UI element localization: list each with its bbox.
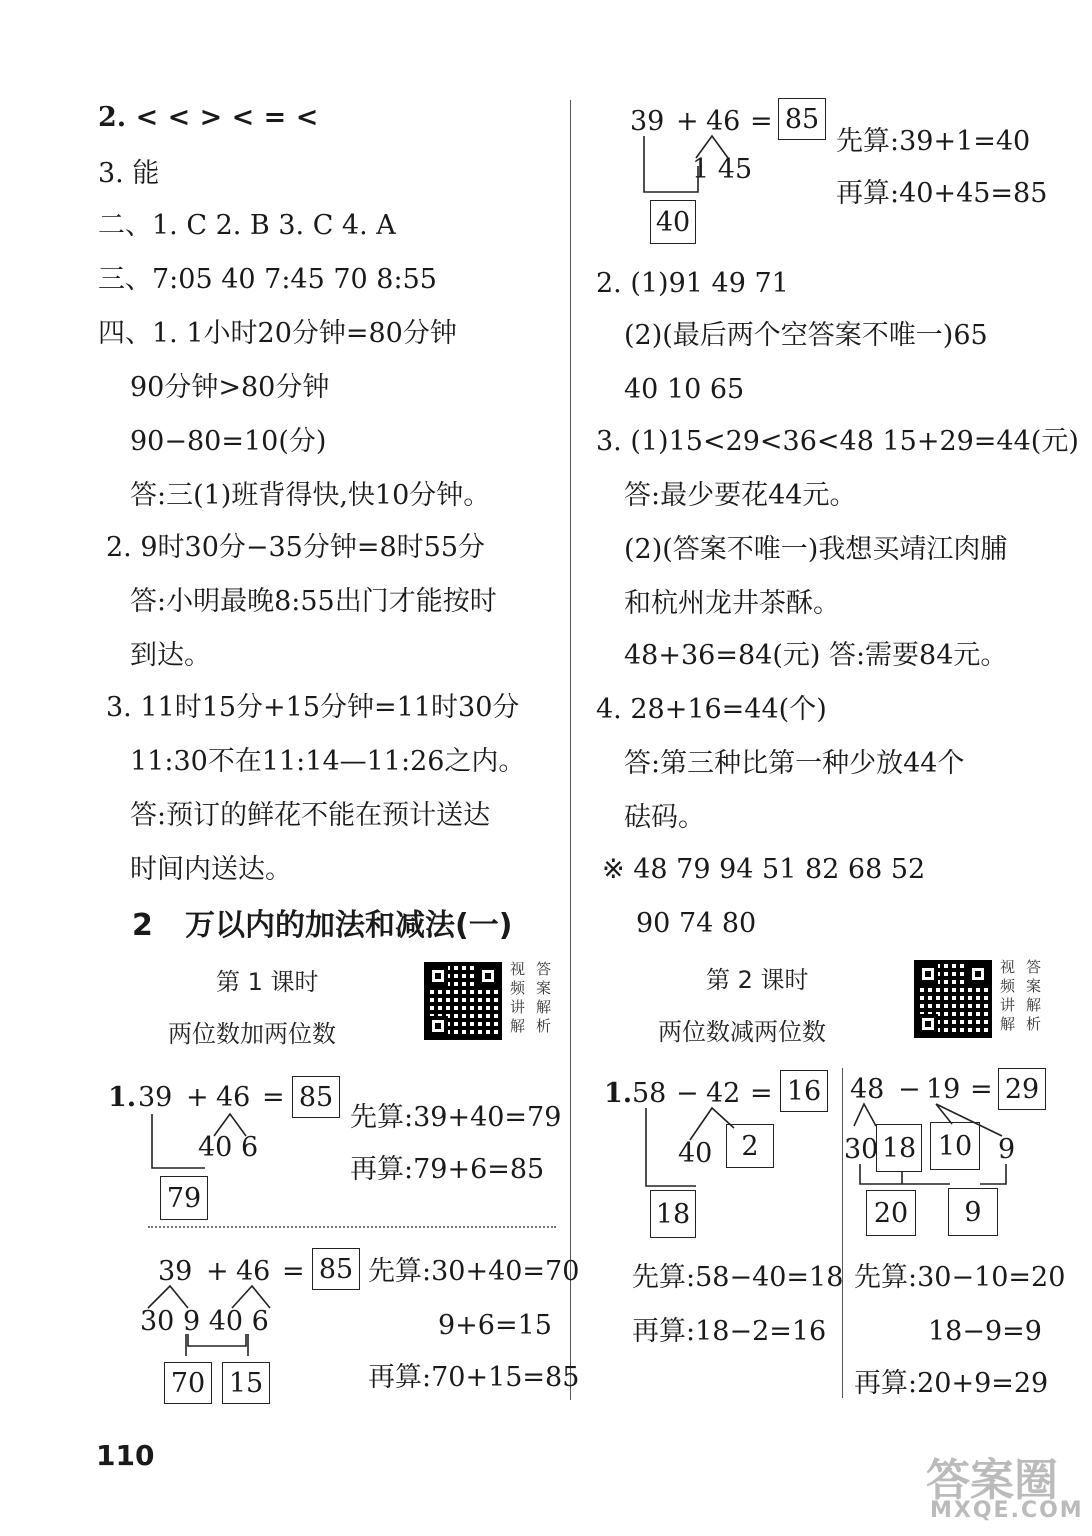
right-line-1: 2. (1)91 49 71	[596, 268, 789, 299]
p2-operand-b: 46	[236, 1256, 271, 1287]
p2-second-step: 再算:70+15=85	[368, 1362, 580, 1393]
p1-operand-a: 39	[138, 1082, 173, 1113]
s2-join-20	[860, 1164, 950, 1184]
p1-partial-box: 79	[160, 1176, 208, 1220]
p1-split: 40 6	[198, 1132, 259, 1163]
right-line-4: 3. (1)15<29<36<48 15+29=44(元)	[596, 426, 1079, 457]
p2-join-ones	[188, 1334, 246, 1346]
p2-split: 30 9 40 6	[140, 1306, 269, 1337]
lesson-1-label: 第 1 课时	[216, 968, 319, 996]
s1-operator: −	[676, 1078, 699, 1109]
p1-answer-box: 85	[292, 1076, 340, 1118]
p1-operand-b: 46	[216, 1082, 251, 1113]
section-title: 万以内的加法和减法(一)	[185, 908, 513, 943]
s2-box-20: 20	[866, 1190, 916, 1236]
top-operand-b: 46	[706, 106, 741, 137]
page-number: 110	[96, 1439, 155, 1472]
answer-line-14: 答:预订的鲜花不能在预计送达	[130, 800, 491, 831]
p1-equals: =	[262, 1082, 285, 1113]
right-line-3: 40 10 65	[624, 374, 745, 405]
s1-second-step: 再算:18−2=16	[632, 1316, 827, 1347]
top-split-lines	[696, 136, 728, 158]
p2-middle-step: 9+6=15	[438, 1310, 552, 1341]
s1-answer-box: 16	[780, 1070, 828, 1112]
s1-split: 40	[678, 1138, 713, 1169]
answer-line-5: 四、1. 1小时20分钟=80分钟	[98, 318, 457, 349]
top-operand-a: 39	[630, 106, 665, 137]
p2-drop-lines	[186, 1334, 248, 1356]
right-line-12: ※ 48 79 94 51 82 68 52	[602, 854, 926, 885]
s2-answer-box: 29	[998, 1068, 1046, 1110]
p2-equals: =	[282, 1256, 305, 1287]
s2-box-18: 18	[876, 1124, 922, 1172]
answer-line-1: 2. < < > < = <	[98, 102, 319, 133]
top-split: 1 45	[692, 154, 753, 185]
s1-operand-b: 42	[706, 1078, 741, 1109]
top-second-step: 再算:40+45=85	[836, 178, 1048, 209]
answer-line-9: 2. 9时30分−35分钟=8时55分	[106, 532, 486, 563]
s2-second-step: 再算:20+9=29	[854, 1368, 1049, 1399]
watermark-logo: 答案圈	[926, 1455, 1058, 1506]
s1-split-lines	[690, 1108, 734, 1140]
s2-join-9	[902, 1164, 1006, 1184]
video-explain-label: 视频讲解	[1000, 958, 1016, 1033]
answer-line-12: 3. 11时15分+15分钟=11时30分	[106, 692, 520, 723]
p1-second-step: 再算:79+6=85	[350, 1154, 545, 1185]
s1-equals: =	[750, 1078, 773, 1109]
p2-split-b	[232, 1286, 270, 1308]
s1-operand-a: 58	[632, 1078, 667, 1109]
p2-partial-box-2: 15	[222, 1362, 270, 1404]
p2-first-step: 先算:30+40=70	[368, 1256, 580, 1287]
top-bracket-line	[644, 136, 698, 192]
s2-operator: −	[898, 1074, 921, 1105]
s2-split-30: 30	[844, 1134, 879, 1165]
answer-line-15: 时间内送达。	[130, 854, 292, 885]
right-line-7: 和杭州龙井茶酥。	[624, 588, 840, 619]
answer-line-3: 二、1. C 2. B 3. C 4. A	[98, 210, 396, 241]
top-partial-box: 40	[650, 200, 696, 244]
top-operator: +	[676, 106, 699, 137]
s2-split-a	[854, 1104, 876, 1126]
answer-line-13: 11:30不在11:14—11:26之内。	[130, 746, 526, 777]
top-equals: =	[750, 106, 773, 137]
answer-line-11: 到达。	[130, 640, 211, 671]
answer-line-6: 90分钟>80分钟	[130, 372, 330, 403]
s1-small-box: 2	[726, 1124, 774, 1168]
answer-line-8: 答:三(1)班背得快,快10分钟。	[130, 480, 491, 511]
p2-split-a	[148, 1286, 188, 1308]
p2-partial-box-1: 70	[164, 1362, 212, 1404]
s2-equals: =	[970, 1074, 993, 1105]
right-line-10: 答:第三种比第一种少放44个	[624, 748, 965, 779]
lesson-1-topic: 两位数加两位数	[168, 1020, 336, 1048]
right-line-5: 答:最少要花44元。	[624, 480, 857, 511]
s2-split-b	[936, 1104, 1002, 1136]
p1-split-lines	[214, 1114, 246, 1136]
s2-operand-b: 19	[926, 1074, 961, 1105]
subtraction-1-label: 1.	[604, 1078, 633, 1109]
p1-operator: +	[186, 1082, 209, 1113]
right-line-11: 砝码。	[624, 802, 705, 833]
watermark-url: MXQE.COM	[930, 1498, 1084, 1523]
top-answer-box: 85	[778, 98, 826, 140]
s2-first-step: 先算:30−10=20	[854, 1262, 1066, 1293]
s1-first-step: 先算:58−40=18	[632, 1262, 844, 1293]
right-line-2: (2)(最后两个空答案不唯一)65	[624, 320, 988, 351]
answer-line-4: 三、7:05 40 7:45 70 8:55	[98, 264, 437, 295]
s2-box-10: 10	[930, 1122, 980, 1170]
answer-line-7: 90−80=10(分)	[130, 426, 327, 457]
answer-line-2: 3. 能	[98, 158, 160, 189]
p2-operand-a: 39	[158, 1256, 193, 1287]
p1-first-step: 先算:39+40=79	[350, 1102, 562, 1133]
right-line-13: 90 74 80	[636, 908, 757, 939]
lesson-2-topic: 两位数减两位数	[658, 1018, 826, 1046]
problem-1-label: 1.	[108, 1082, 137, 1113]
s2-middle-step: 18−9=9	[928, 1316, 1042, 1347]
top-first-step: 先算:39+1=40	[836, 126, 1031, 157]
s1-bracket-line	[646, 1108, 696, 1186]
right-line-8: 48+36=84(元) 答:需要84元。	[624, 640, 1008, 671]
answer-explain-label: 答案解析	[536, 960, 552, 1035]
answer-line-10: 答:小明最晚8:55出门才能按时	[130, 586, 497, 617]
section-number: 2	[132, 908, 153, 943]
s2-split-9: 9	[998, 1134, 1016, 1165]
answer-explain-label: 答案解析	[1026, 958, 1042, 1033]
p1-bracket-line	[152, 1114, 205, 1168]
right-line-6: (2)(答案不唯一)我想买靖江肉脯	[624, 534, 1008, 565]
s1-partial-box: 18	[650, 1190, 696, 1238]
p2-operator: +	[206, 1256, 229, 1287]
right-line-9: 4. 28+16=44(个)	[596, 694, 827, 725]
p2-answer-box: 85	[312, 1248, 360, 1290]
video-explain-label: 视频讲解	[510, 960, 526, 1035]
s2-box-9: 9	[948, 1188, 998, 1236]
s2-operand-a: 48	[850, 1074, 885, 1105]
lesson-2-label: 第 2 课时	[706, 966, 809, 994]
